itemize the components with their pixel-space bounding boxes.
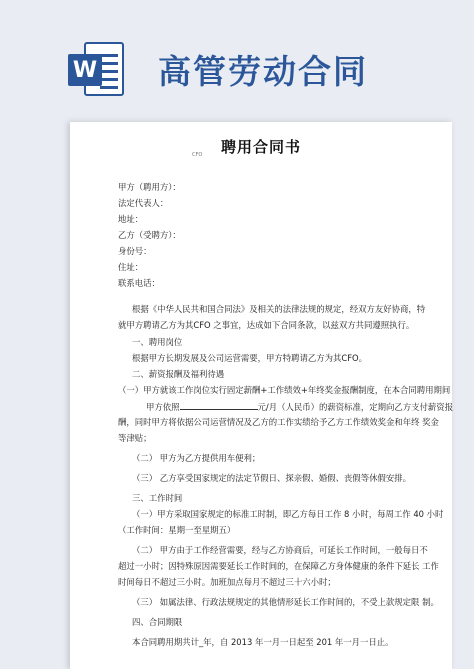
section-2-heading: 二、薪资报酬及福利待遇 <box>132 369 225 379</box>
field-party-a: 甲方（聘用方）： <box>118 182 181 192</box>
section-2-item-1-line-1: （一）甲方就该工作岗位实行固定薪酬+工作绩效+年终奖金报酬制度，在本合同聘用期间 <box>118 385 451 395</box>
salary-blank <box>180 401 258 410</box>
section-3-heading: 三、工作时间 <box>132 493 183 503</box>
section-3-item-2-line-3: 时间每日不超过三小时。加班加点每月不超过三十六小时； <box>118 577 336 587</box>
section-1-heading: 一、聘用岗位 <box>132 337 183 347</box>
doc-tag: CFO <box>192 152 203 158</box>
field-legal-rep: 法定代表人： <box>118 198 169 208</box>
word-badge: W <box>68 54 102 86</box>
document-title: 聘用合同书 <box>220 138 301 156</box>
field-party-b: 乙方（受聘方）： <box>118 230 181 240</box>
section-3-item-3: （三） 如属法律、行政法规规定的其他情形延长工作时间的，不受上款规定限 制。 <box>132 597 439 607</box>
section-3-item-1-line-2: （工作时间：星期一至星期五） <box>118 525 236 535</box>
document-page <box>70 122 452 669</box>
section-4-text: 本合同聘用期共计_年，自 2013 年一月一日起至 201 年一月一日止。 <box>132 637 394 647</box>
section-2-item-1-line-4: 等津贴； <box>118 433 152 443</box>
section-4-heading: 四、合同期限 <box>132 617 183 627</box>
section-3-item-2-line-1: （二） 甲方由于工作经营需要，经与乙方协商后，可延长工作时间，一般每日不 <box>132 545 428 555</box>
section-3-item-1-line-1: （一）甲方采取国家规定的标准工时制，即乙方每日工作 8 小时，每周工作 40 小时 <box>132 509 444 519</box>
field-id-number: 身份号： <box>118 246 152 256</box>
field-address: 地址： <box>118 214 144 224</box>
section-3-item-2-line-2: 超过一小时；因特殊原因需要延长工作时间的，在保障乙方身体健康的条件下延长 工作 <box>118 561 439 571</box>
banner <box>0 0 474 120</box>
field-phone: 联系电话： <box>118 278 160 288</box>
banner-title: 高管劳动合同 <box>158 52 368 91</box>
field-residence: 住址： <box>118 262 144 272</box>
word-document-icon <box>68 40 128 100</box>
section-1-text: 根据甲方长期发展及公司运营需要，甲方特聘请乙方为其CFO。 <box>132 353 368 363</box>
intro-line-1: 根据《中华人民共和国合同法》及相关的法律法规的规定，经双方友好协商，特 <box>132 304 426 314</box>
section-2-item-2: （二） 甲方为乙方提供用车便利； <box>132 453 261 463</box>
section-2-item-3: （三） 乙方享受国家规定的法定节假日、探亲假、婚假、丧假等休假安排。 <box>132 473 412 483</box>
section-2-item-1-line-3: 酬，同时甲方将依据公司运营情况及乙方的工作实绩给予乙方工作绩效奖金和年终 奖金 <box>118 417 439 427</box>
intro-line-2: 就甲方聘请乙方为其CFO 之事宜，达成如下合同条款，以兹双方共同遵照执行。 <box>118 320 415 330</box>
section-2-item-1-line-2: 甲方依照 元/月（人民币）的薪资标准，定期向乙方支付薪资报 <box>146 402 453 412</box>
